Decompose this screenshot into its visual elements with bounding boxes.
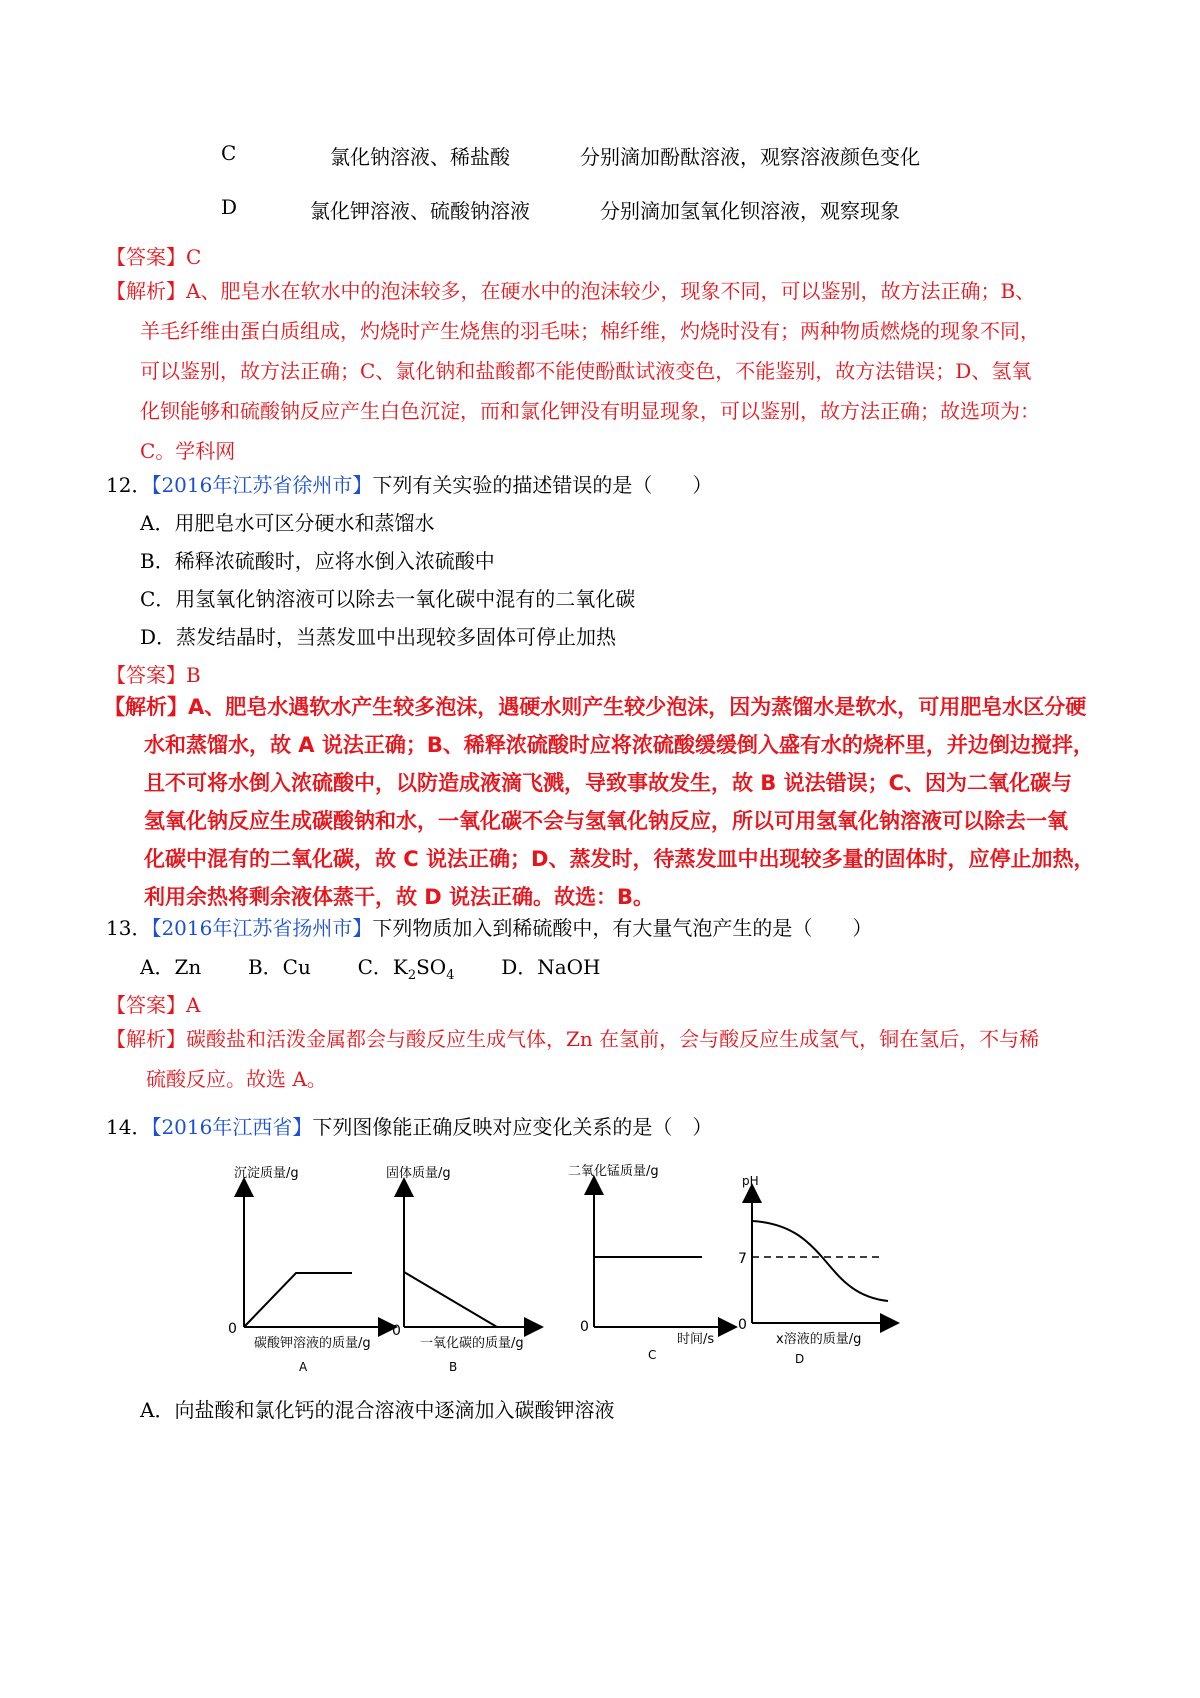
graph-a-ylabel: 沉淀质量/g [234, 1166, 299, 1181]
analysis-line: 氢氧化钠反应生成碳酸钠和水，一氧化碳不会与氢氧化钠反应，所以可用氢氧化钠溶液可以除去一氧 [144, 809, 1068, 833]
q12-stem [106, 469, 712, 498]
graph-c-ylabel: 二氧化锰质量/g [568, 1164, 659, 1179]
answer-value: C [186, 245, 202, 269]
answer-tag: 【答案】 [106, 245, 186, 269]
q12-option-a: A．用肥皂水可区分硬水和蒸馏水 [140, 511, 435, 535]
graph-d-curve [752, 1221, 888, 1301]
question-source: 【2016年江苏省扬州市】 [151, 916, 373, 940]
question-text: 下列图像能正确反映对应变化关系的是（ ） [312, 1115, 713, 1139]
answer-value: B [186, 663, 201, 687]
q13-option-d: D．NaOH [501, 955, 601, 979]
graph-b-origin: 0 [392, 1323, 401, 1339]
analysis-line: 碳酸盐和活泼金属都会与酸反应生成气体，Zn 在氢前，会与酸反应生成氢气，铜在氢后，不与稀 [186, 1027, 1040, 1051]
q13-answer [106, 989, 200, 1018]
q12-answer [106, 659, 201, 688]
analysis-line: 羊毛纤维由蛋白质组成，灼烧时产生烧焦的羽毛味；棉纤维，灼烧时没有；两种物质燃烧的现象不同， [140, 319, 1040, 343]
analysis-line: C。学科网 [140, 439, 236, 463]
graph-c-origin: 0 [580, 1319, 589, 1335]
table-row-c-reagents: 氯化钠溶液、稀盐酸 [330, 145, 510, 169]
question-text: 下列物质加入到稀硫酸中，有大量气泡产生的是（ ） [372, 916, 873, 940]
graph-a [228, 1165, 388, 1374]
table-row-d-method: 分别滴加氢氧化钡溶液，观察现象 [600, 199, 900, 223]
table-row-d-reagents: 氯化钾溶液、硫酸钠溶液 [310, 199, 530, 223]
question-source: 【2016年江西省】 [151, 1115, 313, 1139]
graph-a-origin: 0 [228, 1321, 237, 1337]
q14-option-a: A．向盐酸和氯化钙的混合溶液中逐滴加入碳酸钾溶液 [140, 1398, 615, 1422]
graph-c [568, 1164, 728, 1362]
analysis-line: 硫酸反应。故选 A。 [146, 1067, 327, 1091]
analysis-line: 利用余热将剩余液体蒸干，故 D 说法正确。故选：B。 [144, 885, 655, 909]
table-row-d-label: D [221, 195, 238, 219]
q13-options [140, 951, 601, 983]
q12-option-c: C．用氢氧化钠溶液可以除去一氧化碳中混有的二氧化碳 [140, 587, 636, 611]
graph-a-caption: A [299, 1360, 308, 1374]
q12-option-b: B．稀释浓硫酸时，应将水倒入浓硫酸中 [140, 549, 495, 573]
graph-d-tick-7: 7 [738, 1251, 747, 1267]
q12-analysis [104, 688, 1104, 916]
q12-option-d: D．蒸发结晶时，当蒸发皿中出现较多固体可停止加热 [140, 625, 617, 649]
q11-analysis [106, 271, 1100, 471]
analysis-line: 水和蒸馏水，故 A 说法正确；B、稀释浓硫酸时应将浓硫酸缓缓倒入盛有水的烧杯里，并边倒边搅拌， [144, 733, 1094, 757]
graph-b [386, 1165, 534, 1374]
graph-b-caption: B [449, 1360, 458, 1374]
q13-analysis [106, 1019, 1106, 1099]
table-row-c-method: 分别滴加酚酞溶液，观察溶液颜色变化 [580, 145, 920, 169]
analysis-line: 可以鉴别，故方法正确；C、氯化钠和盐酸都不能使酚酞试液变色，不能鉴别，故方法错误；D、氢氧 [140, 359, 1032, 383]
analysis-tag: 【解析】 [106, 1027, 186, 1051]
question-source: 【2016年江苏省徐州市】 [151, 473, 373, 497]
question-number: 12． [106, 473, 152, 497]
graph-d-ylabel: pH [742, 1174, 759, 1188]
q11-answer [106, 241, 201, 270]
graph-d [738, 1174, 890, 1366]
graph-a-curve [244, 1273, 352, 1327]
analysis-tag: 【解析】 [104, 695, 188, 719]
analysis-line: 化钡能够和硫酸钠反应产生白色沉淀，而和氯化钾没有明显现象，可以鉴别，故方法正确；故选项为： [140, 399, 1040, 423]
q13-option-c: C．$K_2SO_4$ [357, 955, 455, 983]
analysis-line: A、肥皂水遇软水产生较多泡沫，遇硬水则产生较少泡沫，因为蒸馏水是软水，可用肥皂水区分硬 [188, 695, 1087, 719]
q13-option-b: B．Cu [247, 955, 311, 979]
answer-tag: 【答案】 [106, 993, 186, 1017]
answer-tag: 【答案】 [106, 663, 186, 687]
question-number: 14． [106, 1115, 152, 1139]
q14-stem [106, 1111, 712, 1140]
analysis-line: A、肥皂水在软水中的泡沫较多，在硬水中的泡沫较少，现象不同，可以鉴别，故方法正确；B、 [186, 279, 1036, 303]
graphs-figure [0, 1155, 1200, 1395]
q13-stem [106, 912, 872, 941]
answer-value: A [186, 993, 201, 1017]
q13-option-a: A．Zn [140, 955, 202, 979]
graph-b-curve [404, 1272, 497, 1327]
graph-b-xlabel: 一氧化碳的质量/g [420, 1336, 524, 1351]
graph-d-xlabel: x溶液的质量/g [776, 1332, 862, 1347]
analysis-tag: 【解析】 [106, 279, 186, 303]
graph-a-xlabel: 碳酸钾溶液的质量/g [254, 1336, 371, 1351]
question-text: 下列有关实验的描述错误的是（ ） [372, 473, 713, 497]
graph-d-caption: D [795, 1352, 805, 1366]
analysis-line: 化碳中混有的二氧化碳，故 C 说法正确；D、蒸发时，待蒸发皿中出现较多量的固体时，应停止加热， [144, 847, 1095, 871]
analysis-line: 且不可将水倒入浓硫酸中，以防造成液滴飞溅，导致事故发生，故 B 说法错误；C、因为二氧化碳与 [144, 771, 1073, 795]
graph-d-origin: 0 [738, 1317, 747, 1333]
question-number: 13． [106, 916, 152, 940]
graph-c-caption: C [648, 1348, 657, 1362]
graph-c-xlabel: 时间/s [677, 1332, 715, 1347]
table-row-c-label: C [221, 141, 237, 165]
graph-b-ylabel: 固体质量/g [386, 1166, 451, 1181]
